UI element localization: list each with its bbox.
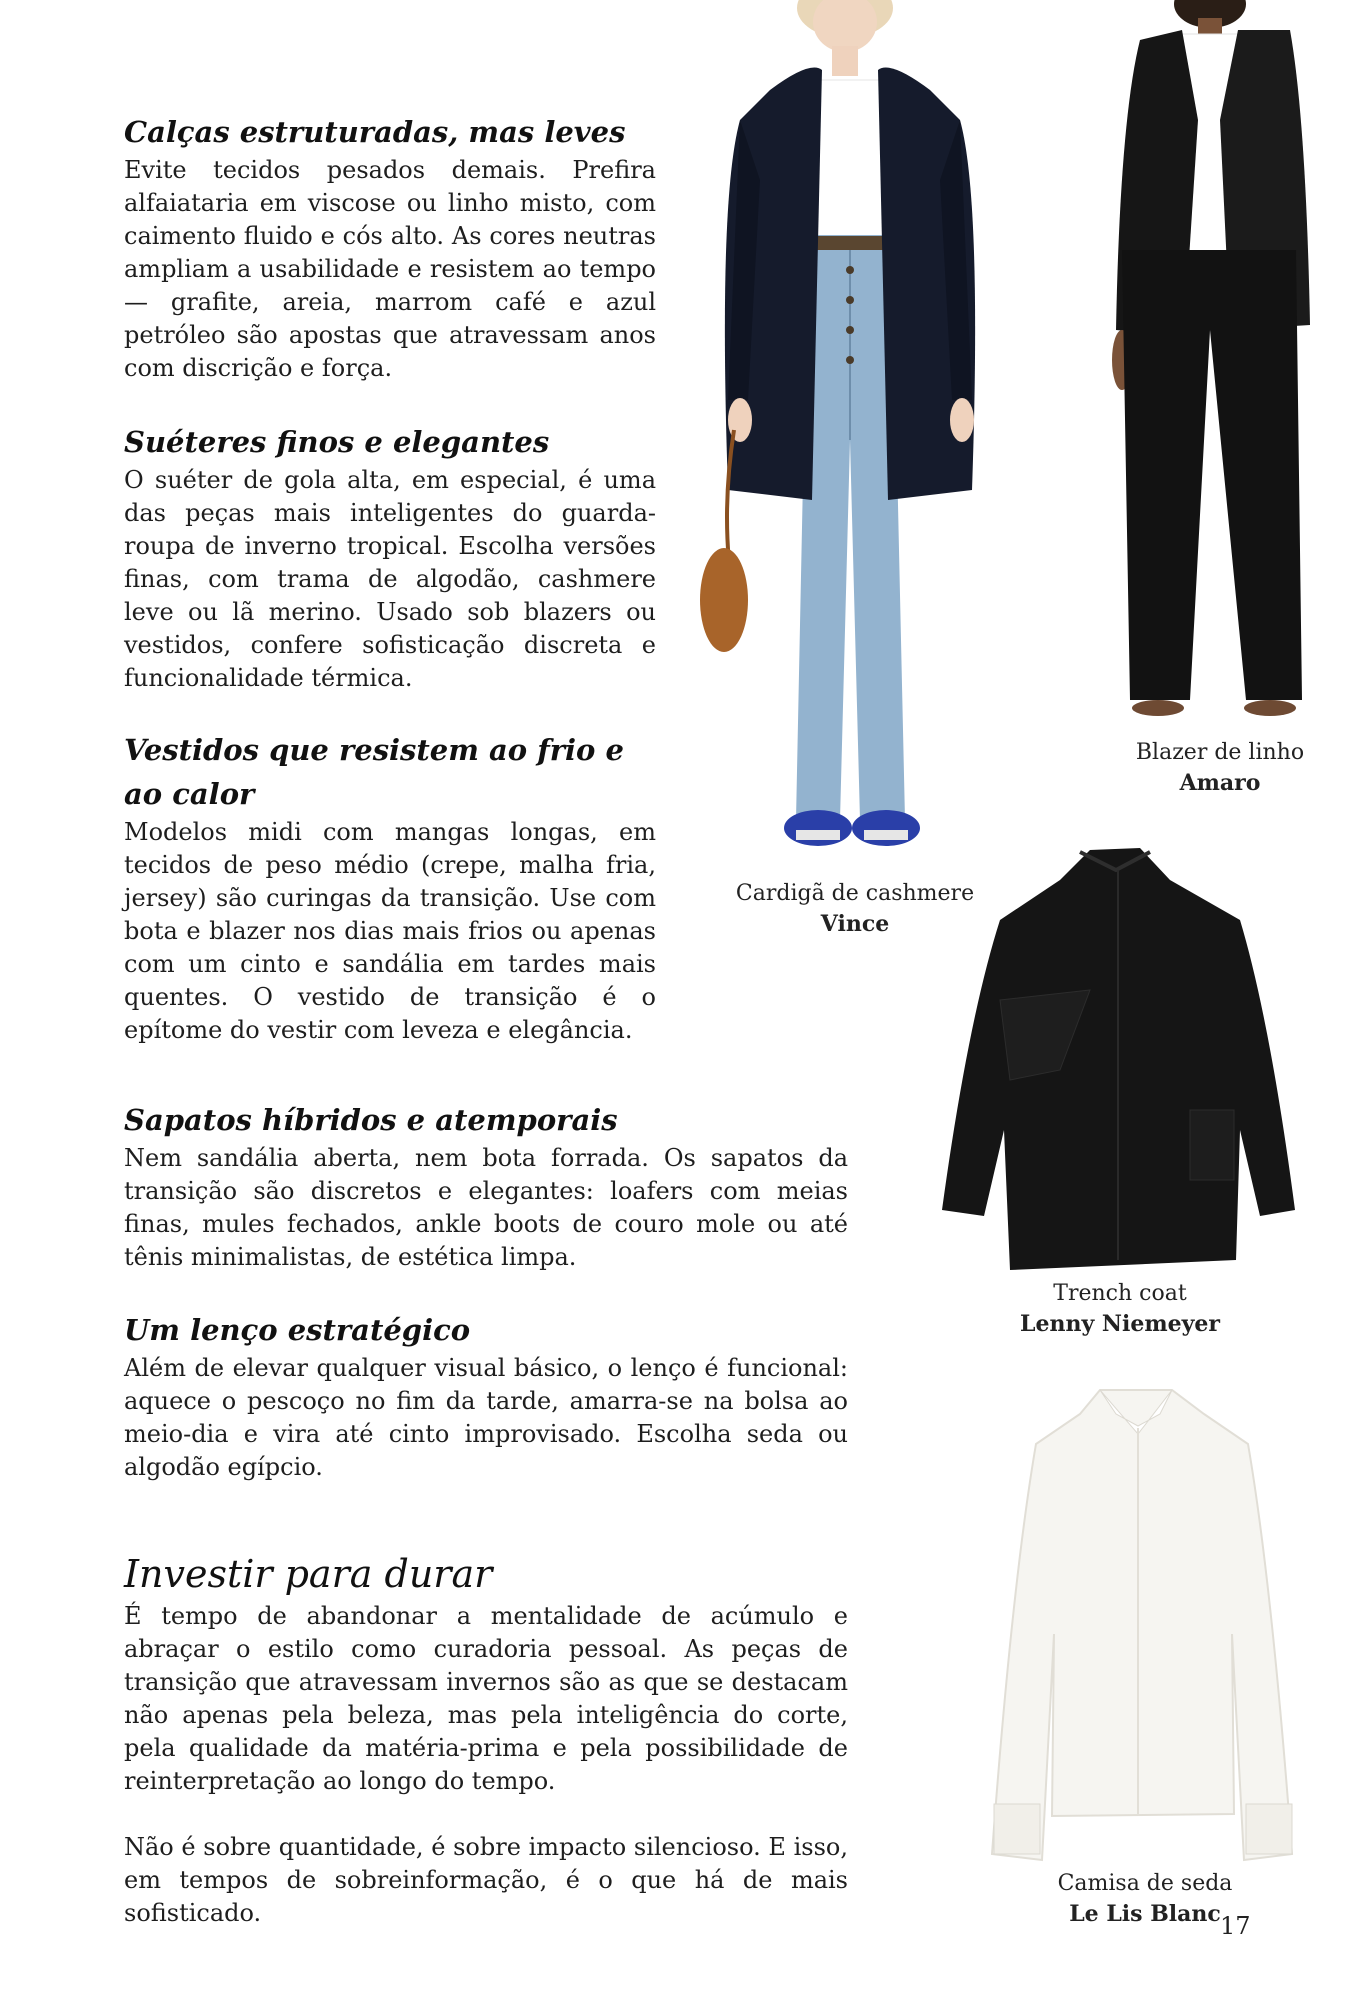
section-title: Vestidos que resistem ao frio e ao calor [124, 733, 624, 811]
section-title: Sapatos híbridos e atemporais [124, 1103, 618, 1137]
product-item: Camisa de seda [1057, 1871, 1233, 1896]
product-brand: Vince [820, 911, 890, 937]
product-item: Cardigã de cashmere [735, 881, 975, 906]
product-item: Trench coat [1053, 1281, 1187, 1306]
section-title: Um lenço estratégico [124, 1313, 471, 1347]
product-item: Blazer de linho [1135, 740, 1305, 765]
section-body: O suéter de gola alta, em especial, é uma das peças mais inteligentes do guarda-roupa de inverno tropical. Escolha versões finas, com trama de algodão, cashmere leve ou lã merino. Usado sob blazers ou vestidos, confere sofisticação discreta e funcionalidade térmica. [124, 466, 656, 692]
section-calcas [124, 110, 656, 385]
product-brand: Amaro [1179, 770, 1261, 796]
section-body: Evite tecidos pesados demais. Prefira alfaiataria em viscose ou linho misto, com caimento fluido e cós alto. As cores neutras ampliam a usabilidade e resistem ao tempo — grafite, areia, marrom café e azul petróleo são apostas que atravessam anos com discrição e força. [124, 156, 656, 382]
product-brand: Le Lis Blanc [1069, 1901, 1221, 1927]
product-caption-trench [1000, 1278, 1240, 1340]
product-brand: Lenny Niemeyer [1019, 1311, 1220, 1337]
section-investir [124, 1548, 848, 1930]
section-paragraph-2: Não é sobre quantidade, é sobre impacto silencioso. E isso, em tempos de sobreinformação, é o que há de mais sofisticado. [124, 1833, 848, 1927]
section-sapatos [124, 1098, 848, 1274]
section-vestidos [124, 728, 656, 1047]
section-body: Modelos midi com mangas longas, em tecidos de peso médio (crepe, malha fria, jersey) são curingas da transição. Use com bota e blazer nos dias mais frios ou apenas com um cinto e sandália em tardes mais quentes. O vestido de transição é o epítome do vestir com leveza e elegância. [124, 818, 656, 1044]
trench-coat-image [940, 840, 1300, 1280]
section-paragraph-1: É tempo de abandonar a mentalidade de acúmulo e abraçar o estilo como curadoria pessoal. As peças de transição que atravessam invernos são as que se destacam não apenas pela beleza, mas pela inteligência do corte, pela qualidade da matéria-prima e pela possibilidade de reinterpretação ao longo do tempo. [124, 1602, 848, 1795]
section-heading: Investir para durar [124, 1552, 493, 1596]
section-sueteres [124, 420, 656, 695]
section-lenco [124, 1308, 848, 1484]
blazer-outfit-image [1070, 0, 1320, 730]
section-body: Nem sandália aberta, nem bota forrada. Os sapatos da transição são discretos e elegantes: loafers com meias finas, mules fechados, ankle boots de couro mole ou até tênis minimalistas, de estética limpa. [124, 1144, 848, 1271]
silk-shirt-image [982, 1384, 1302, 1884]
product-caption-blazer [1100, 737, 1340, 799]
product-caption-cardigan [720, 878, 990, 940]
cardigan-outfit-image [700, 0, 1000, 862]
section-title: Suéteres finos e elegantes [124, 425, 550, 459]
page-number: 17 [1220, 1912, 1251, 1940]
section-body: Além de elevar qualquer visual básico, o lenço é funcional: aquece o pescoço no fim da tarde, amarra-se na bolsa ao meio-dia e vira até cinto improvisado. Escolha seda ou algodão egípcio. [124, 1354, 848, 1481]
section-title: Calças estruturadas, mas leves [124, 115, 626, 149]
